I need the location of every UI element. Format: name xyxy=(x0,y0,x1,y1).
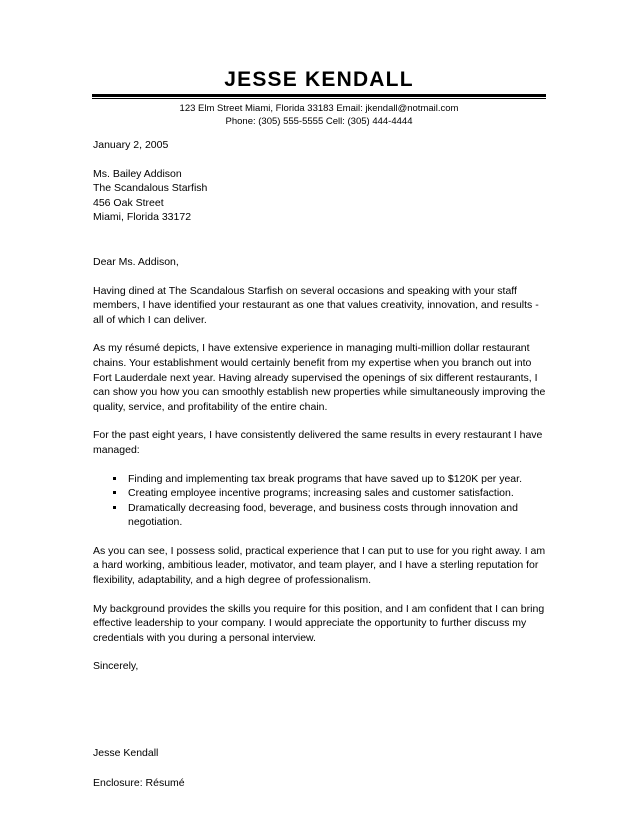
list-item xyxy=(93,501,546,530)
sender-address-line: 123 Elm Street Miami, Florida 33183 Email: jkendall@notmail.com xyxy=(179,103,459,114)
list-item-label: Dramatically decreasing food, beverage, and business costs through innovation and negotiation. xyxy=(128,501,518,529)
achievements-list xyxy=(93,472,546,530)
square-bullet-icon xyxy=(113,506,116,509)
body-paragraph-2: As my résumé depicts, I have extensive experience in managing multi-million dollar restaurant chains. Your establishment would certainly benefit from my expertise when you branch out into Fort Lauderdale next year. Having already supervised the openings of six different restaurants, I can show you how you can smoothly establish new properties while simultaneously improving the quality, service, and profitability of the entire chain. xyxy=(93,342,546,413)
list-item xyxy=(93,472,546,487)
closing-salutation: Sincerely, xyxy=(93,660,139,673)
square-bullet-icon xyxy=(113,477,116,480)
list-item xyxy=(93,486,546,501)
letterhead-divider xyxy=(92,94,546,99)
letter-date: January 2, 2005 xyxy=(93,139,169,151)
recipient-city-state-zip: Miami, Florida 33172 xyxy=(93,211,192,224)
body-paragraph-5: My background provides the skills you require for this position, and I am confident that I can bring effective leadership to your company. I would appreciate the opportunity to further discuss my credentials with you during a personal interview. xyxy=(93,602,545,644)
letter-body xyxy=(93,138,546,790)
signature-name: Jesse Kendall xyxy=(93,747,159,760)
sender-name: JESSE KENDALL xyxy=(224,68,414,91)
body-paragraph-4: As you can see, I possess solid, practical experience that I can put to use for you right away. I am a hard working, ambitious leader, motivator, and team player, and I have a sterling reputation for flexibility, adaptability, and a high degree of professionalism. xyxy=(93,544,546,587)
recipient-name: Ms. Bailey Addison xyxy=(93,167,182,180)
recipient-street: 456 Oak Street xyxy=(93,196,164,209)
recipient-company: The Scandalous Starfish xyxy=(93,182,208,195)
salutation: Dear Ms. Addison, xyxy=(93,255,179,268)
body-paragraph-3: For the past eight years, I have consistently delivered the same results in every restaurant I have managed: xyxy=(93,429,543,456)
list-item-label: Creating employee incentive programs; increasing sales and customer satisfaction. xyxy=(128,487,514,500)
square-bullet-icon xyxy=(113,491,116,494)
sender-phone-line: Phone: (305) 555-5555 Cell: (305) 444-4444 xyxy=(225,116,413,127)
letterhead xyxy=(92,68,546,128)
list-item-label: Finding and implementing tax break programs that have saved up to $120K per year. xyxy=(128,472,522,485)
divider-thin-line xyxy=(92,98,546,99)
recipient-address-block xyxy=(93,167,546,225)
enclosure-note: Enclosure: Résumé xyxy=(93,776,185,789)
body-paragraph-1: Having dined at The Scandalous Starfish on several occasions and speaking with your staff members, I have identified your restaurant as one that values creativity, innovation, and results - all of which I can deliver. xyxy=(93,284,539,326)
